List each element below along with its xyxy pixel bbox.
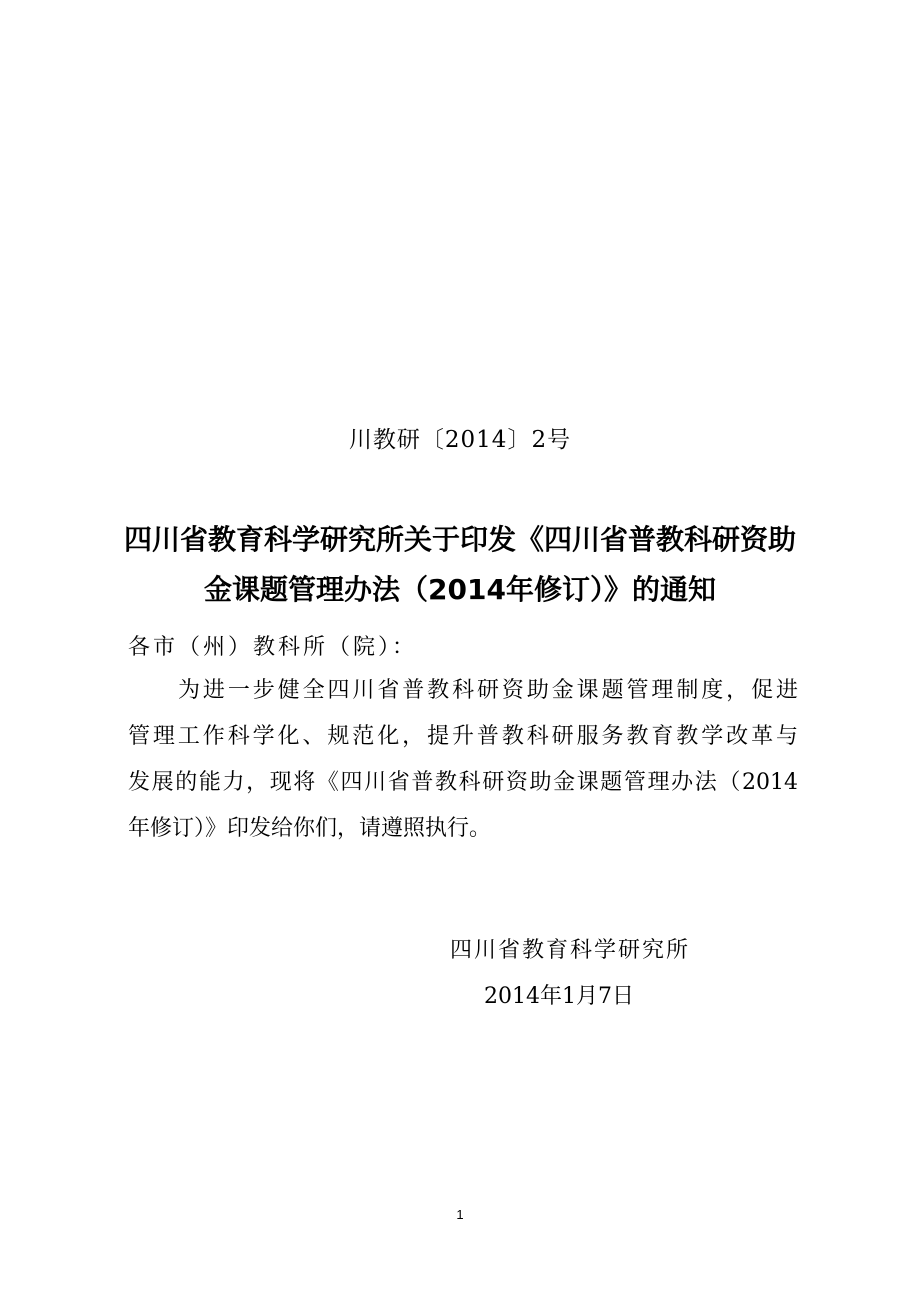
document-title-line: 金课题管理办法（2014年修订）》的通知 bbox=[204, 573, 716, 606]
body-line: 为进一步健全四川省普教科研资助金课题管理制度，促进 bbox=[178, 678, 798, 703]
page-number: 1 bbox=[456, 1207, 464, 1222]
body-paragraph bbox=[128, 668, 798, 852]
signature-date: 2014年1月7日 bbox=[484, 984, 634, 1009]
body-line: 发展的能力，现将《四川省普教科研资助金课题管理办法（2014 bbox=[128, 770, 798, 795]
document-number: 川教研〔2014〕2号 bbox=[348, 427, 572, 453]
body-line: 管理工作科学化、规范化，提升普教科研服务教育教学改革与 bbox=[128, 724, 798, 749]
document-title-line: 四川省教育科学研究所关于印发《四川省普教科研资助 bbox=[123, 523, 796, 556]
body-line: 年修订）》印发给你们，请遵照执行。 bbox=[128, 816, 492, 841]
signature-organization: 四川省教育科学研究所 bbox=[450, 938, 691, 963]
salutation: 各市（州）教科所（院）： bbox=[128, 635, 418, 660]
document-title bbox=[110, 515, 810, 615]
